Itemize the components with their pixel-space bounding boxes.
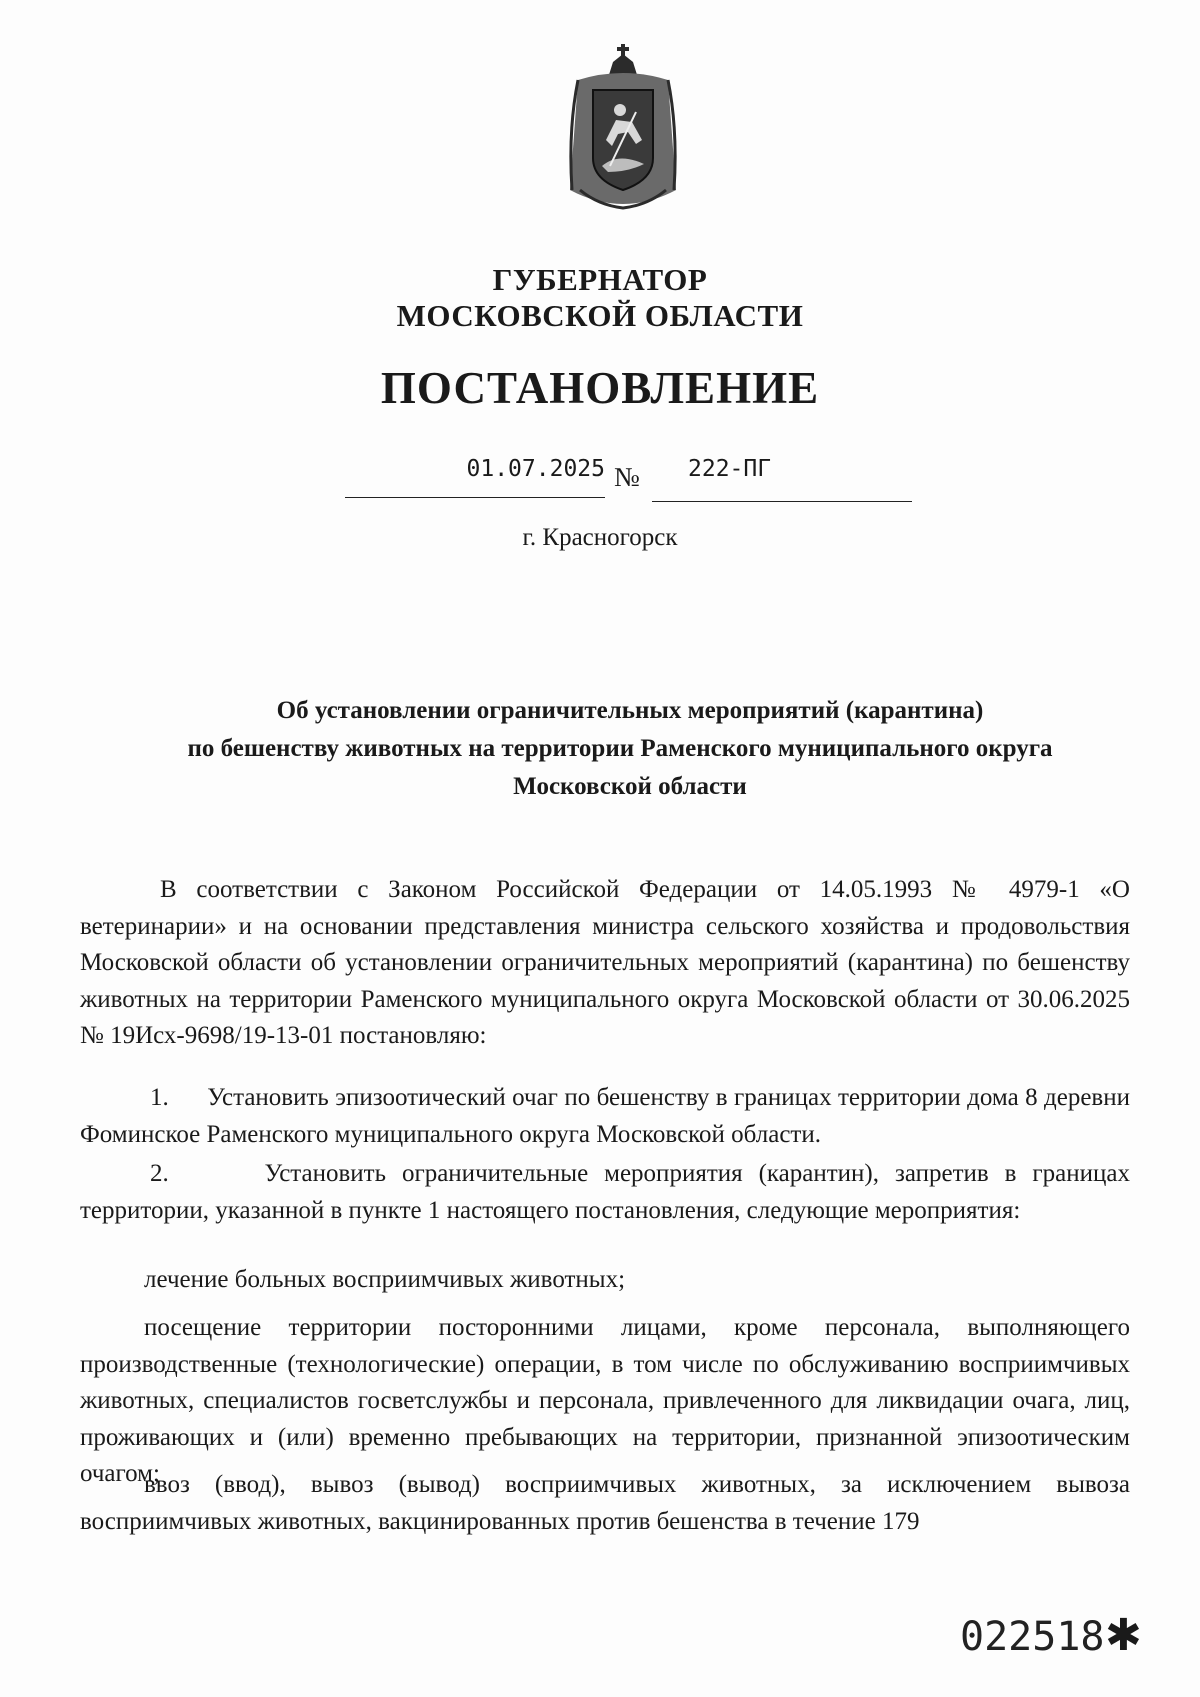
number-sign: № [614,462,640,492]
body-measure-3 [80,1467,1130,1540]
date-underline [345,497,605,498]
document-title-line2: по бешенству животных на территории Раменского муниципального округа [187,735,1053,762]
issuer-region: МОСКОВСКОЙ ОБЛАСТИ [396,298,804,333]
document-title-line1: Об установлении ограничительных мероприятий (карантина) [276,697,984,724]
document-date: 01.07.2025 [466,456,605,482]
document-number: 222-ПГ [688,456,772,482]
asterisk-mark-icon: ✱ [1105,1610,1142,1661]
body-item-2 [80,1156,1137,1229]
document-title-line3: Московской области [513,773,747,800]
item-1-paragraph: 1. Установить эпизоотический очаг по бешенству в границах территории дома 8 деревни Фоминское Раменского муниципального округа Московской области. [80,1084,1137,1148]
issue-city: г. Красногорск [522,524,678,551]
number-underline [652,501,912,502]
body-measure-1 [80,1262,1130,1299]
measure-1-paragraph: лечение больных восприимчивых животных; [144,1266,626,1293]
item-2-paragraph: 2. Установить ограничительные мероприятия (карантин), запретив в границах территории, указанной в пункте 1 настоящего постановления, следующие мероприятия: [80,1160,1137,1224]
body-item-1 [80,1080,1137,1153]
measure-2-paragraph: посещение территории посторонними лицами, кроме персонала, выполняющего производственные (технологические) операции, в том числе по обслуживанию восприимчивых животных, специалистов госветслужбы и персонала, привлеченного для ликвидации очага, лиц, проживающих и (или) временно пребывающих на территории, признанной эпизоотическим очагом; [80,1314,1130,1487]
document-type: ПОСТАНОВЛЕНИЕ [380,363,820,413]
body-measure-2 [80,1310,1130,1493]
serial-number: 022518 [960,1614,1105,1660]
coat-of-arms-emblem [558,40,688,220]
issuer-title: ГУБЕРНАТОР [492,262,708,297]
body-preamble [80,872,1130,1055]
measure-3-paragraph: ввоз (ввод), вывоз (вывод) восприимчивых животных, за исключением вывоза восприимчивых животных, вакцинированных против бешенства в течение 179 [80,1471,1130,1535]
preamble-paragraph: В соответствии с Законом Российской Федерации от 14.05.1993 № 4979-1 «О ветеринарии» и на основании представления министра сельского хозяйства и продовольствия Московской области об установлении ограничительных мероприятий (карантина) по бешенству животных на территории Раменского муниципального округа Московской области от 30.06.2025 № 19Исх-9698/19-13-01 постановляю: [80,876,1130,1049]
